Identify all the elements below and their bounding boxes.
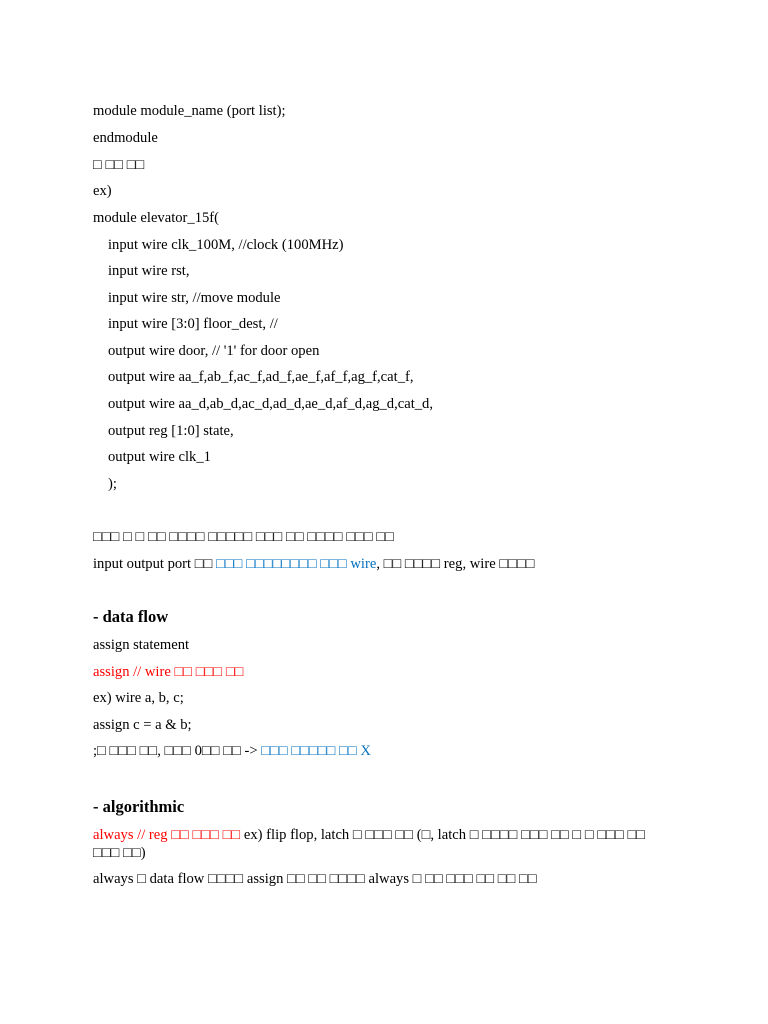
highlight-text: □□□ □□□□□□□□ □□□ wire [216,556,377,572]
section-heading-data-flow: - data flow [93,607,169,626]
port-line: input wire [3:0] floor_dest, // [108,316,278,332]
port-line: input wire rst, [108,263,190,279]
port-line: output wire door, // '1' for door open [108,343,320,359]
port-line: output wire aa_f,ab_f,ac_f,ad_f,ae_f,af_f,ag_f,cat_f, [108,369,414,385]
assign-statement-line: assign statement [93,637,190,653]
always-note: always □ data flow □□□□ assign □□ □□ □□□□ always □ □□ □□□ □□ □□ □□ [93,871,537,887]
assign-example-line: assign c = a & b; [93,717,192,733]
endmodule-line: endmodule [93,130,158,146]
always-reg-note [93,826,673,862]
module-syntax-line: module module_name (port list); [93,103,286,119]
module-close-line: ); [108,476,117,492]
port-line: input wire clk_100M, //clock (100MHz) [108,237,344,253]
always-reg-text: always // reg □□ □□□ □□ [93,827,241,843]
port-line: output wire aa_d,ab_d,ac_d,ad_d,ae_d,af_d,ag_d,cat_d, [108,396,433,412]
highlight-text: □□□ □□□□□ □□ X [261,743,371,759]
note-text: ex) flip flop, latch □ □□□ □□ (□, latch □ □□□□ □□□ □□ □ □ □□□ □□ □□□ □□) [93,827,646,861]
note-text: ;□ □□□ □□, □□□ 0□□ □□ -> [93,743,262,759]
example-module-header: module elevator_15f( [93,210,220,226]
port-type-note [93,555,708,573]
module-syntax-note: □ □□ □□ [93,157,145,173]
semicolon-note [93,742,708,760]
port-line: output reg [1:0] state, [108,423,234,439]
port-line: input wire str, //move module [108,290,281,306]
note-line: □□□ □ □ □□ □□□□ □□□□□ □□□ □□ □□□□ □□□ □□ [93,529,394,545]
note-text: input output port □□ [93,556,217,572]
wire-example-line: ex) wire a, b, c; [93,690,184,706]
port-line: output wire clk_1 [108,449,211,465]
example-label: ex) [93,183,112,199]
note-text: , □□ □□□□ reg, wire □□□□ [376,556,535,572]
assign-wire-note: assign // wire □□ □□□ □□ [93,664,244,680]
section-heading-algorithmic: - algorithmic [93,797,185,816]
